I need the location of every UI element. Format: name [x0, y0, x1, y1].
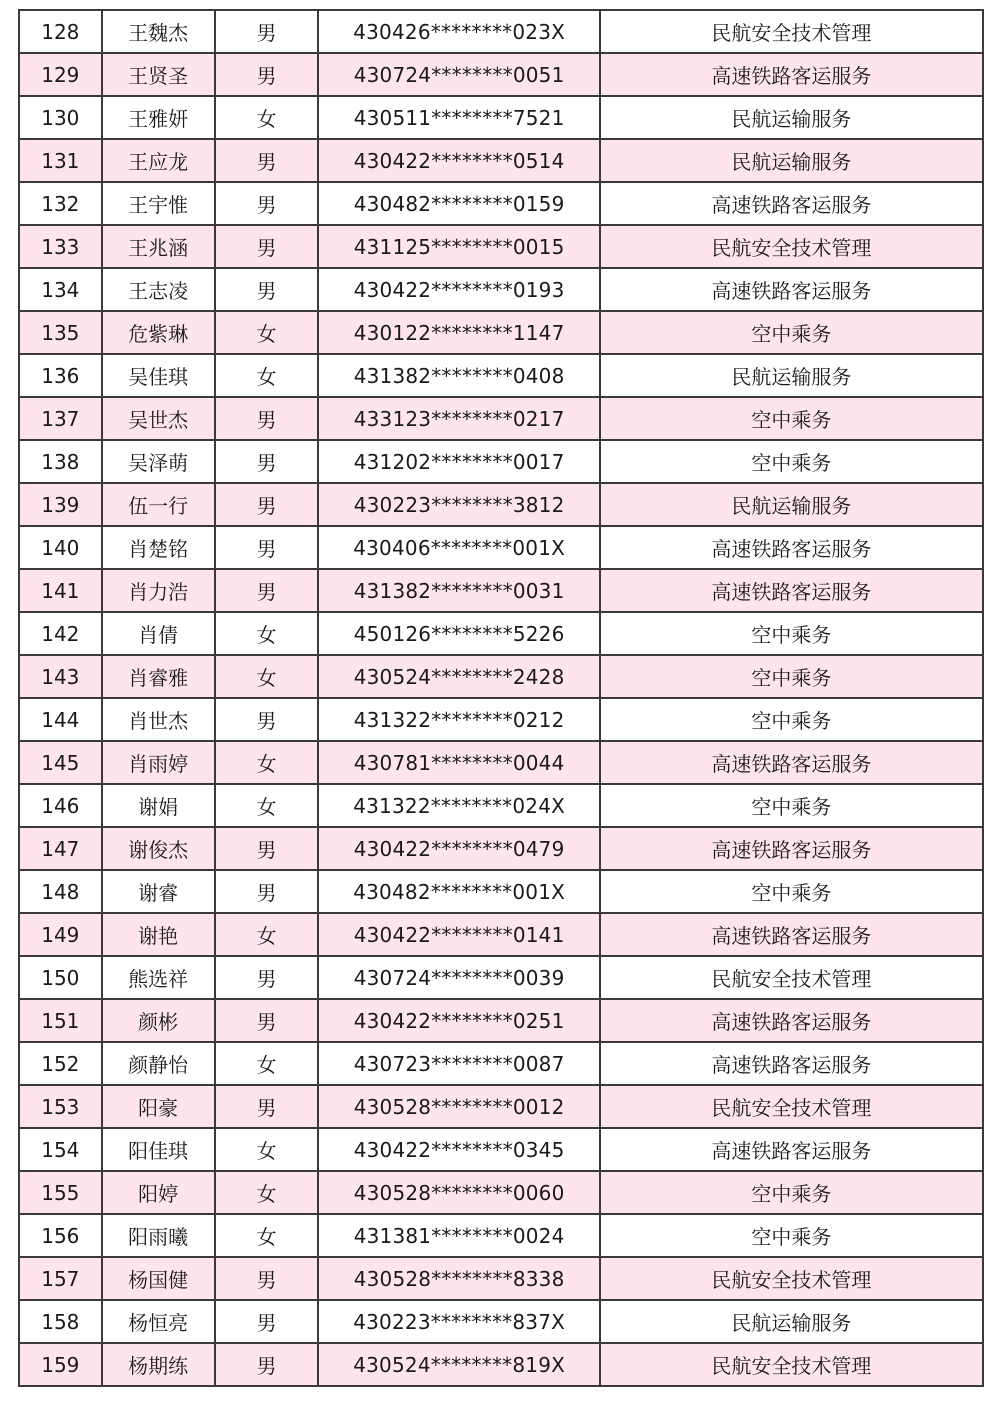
- row-number: 144: [19, 698, 102, 741]
- major-name: 民航安全技术管理: [600, 1343, 983, 1386]
- table-row: [19, 1171, 983, 1214]
- row-number: 139: [19, 483, 102, 526]
- id-number: 430223********837X: [318, 1300, 599, 1343]
- id-number: 430223********3812: [318, 483, 599, 526]
- table-row: [19, 182, 983, 225]
- major-name: 高速铁路客运服务: [600, 526, 983, 569]
- major-name: 高速铁路客运服务: [600, 1042, 983, 1085]
- id-number: 430426********023X: [318, 10, 599, 53]
- student-name: 阳佳琪: [102, 1128, 215, 1171]
- major-name: 高速铁路客运服务: [600, 182, 983, 225]
- student-name: 阳豪: [102, 1085, 215, 1128]
- row-number: 151: [19, 999, 102, 1042]
- table-row: [19, 569, 983, 612]
- major-name: 空中乘务: [600, 1214, 983, 1257]
- table-row: [19, 698, 983, 741]
- major-name: 空中乘务: [600, 784, 983, 827]
- student-name: 肖雨婷: [102, 741, 215, 784]
- student-name: 伍一行: [102, 483, 215, 526]
- id-number: 431381********0024: [318, 1214, 599, 1257]
- id-number: 430524********819X: [318, 1343, 599, 1386]
- student-name: 王贤圣: [102, 53, 215, 96]
- table-row: [19, 1343, 983, 1386]
- student-gender: 男: [215, 53, 319, 96]
- table-row: [19, 913, 983, 956]
- id-number: 430422********0193: [318, 268, 599, 311]
- student-gender: 男: [215, 1300, 319, 1343]
- row-number: 148: [19, 870, 102, 913]
- row-number: 159: [19, 1343, 102, 1386]
- major-name: 高速铁路客运服务: [600, 741, 983, 784]
- student-gender: 男: [215, 569, 319, 612]
- major-name: 高速铁路客运服务: [600, 827, 983, 870]
- student-gender: 男: [215, 268, 319, 311]
- major-name: 高速铁路客运服务: [600, 999, 983, 1042]
- id-number: 430528********0012: [318, 1085, 599, 1128]
- student-gender: 女: [215, 741, 319, 784]
- table-row: [19, 53, 983, 96]
- id-number: 431322********0212: [318, 698, 599, 741]
- table-row: [19, 440, 983, 483]
- row-number: 149: [19, 913, 102, 956]
- student-name: 王雅妍: [102, 96, 215, 139]
- student-gender: 男: [215, 956, 319, 999]
- major-name: 空中乘务: [600, 698, 983, 741]
- table-row: [19, 10, 983, 53]
- student-name: 吴泽萌: [102, 440, 215, 483]
- id-number: 430724********0039: [318, 956, 599, 999]
- table-row: [19, 139, 983, 182]
- id-number: 433123********0217: [318, 397, 599, 440]
- table-row: [19, 655, 983, 698]
- id-number: 430422********0514: [318, 139, 599, 182]
- row-number: 136: [19, 354, 102, 397]
- table-row: [19, 1042, 983, 1085]
- row-number: 131: [19, 139, 102, 182]
- student-gender: 男: [215, 827, 319, 870]
- id-number: 430422********0479: [318, 827, 599, 870]
- table-row: [19, 96, 983, 139]
- major-name: 空中乘务: [600, 397, 983, 440]
- table-row: [19, 225, 983, 268]
- major-name: 高速铁路客运服务: [600, 268, 983, 311]
- student-name: 吴佳琪: [102, 354, 215, 397]
- id-number: 430422********0251: [318, 999, 599, 1042]
- id-number: 431382********0408: [318, 354, 599, 397]
- major-name: 空中乘务: [600, 311, 983, 354]
- row-number: 145: [19, 741, 102, 784]
- student-gender: 男: [215, 870, 319, 913]
- id-number: 431382********0031: [318, 569, 599, 612]
- student-name: 王志凌: [102, 268, 215, 311]
- student-gender: 女: [215, 612, 319, 655]
- student-roster-table: [18, 9, 984, 1387]
- student-name: 肖世杰: [102, 698, 215, 741]
- id-number: 430724********0051: [318, 53, 599, 96]
- major-name: 民航运输服务: [600, 96, 983, 139]
- student-gender: 男: [215, 10, 319, 53]
- table-row: [19, 354, 983, 397]
- table-row: [19, 397, 983, 440]
- student-gender: 女: [215, 1171, 319, 1214]
- row-number: 154: [19, 1128, 102, 1171]
- student-name: 阳雨曦: [102, 1214, 215, 1257]
- student-name: 肖力浩: [102, 569, 215, 612]
- student-gender: 女: [215, 1128, 319, 1171]
- major-name: 空中乘务: [600, 612, 983, 655]
- major-name: 民航安全技术管理: [600, 1257, 983, 1300]
- student-name: 吴世杰: [102, 397, 215, 440]
- table-row: [19, 1300, 983, 1343]
- student-gender: 女: [215, 311, 319, 354]
- row-number: 147: [19, 827, 102, 870]
- table-row: [19, 956, 983, 999]
- row-number: 153: [19, 1085, 102, 1128]
- student-name: 危紫琳: [102, 311, 215, 354]
- id-number: 430528********0060: [318, 1171, 599, 1214]
- student-gender: 男: [215, 397, 319, 440]
- row-number: 130: [19, 96, 102, 139]
- student-name: 王魏杰: [102, 10, 215, 53]
- table-row: [19, 741, 983, 784]
- student-gender: 男: [215, 526, 319, 569]
- row-number: 157: [19, 1257, 102, 1300]
- row-number: 138: [19, 440, 102, 483]
- major-name: 空中乘务: [600, 655, 983, 698]
- id-number: 430781********0044: [318, 741, 599, 784]
- id-number: 430122********1147: [318, 311, 599, 354]
- id-number: 430511********7521: [318, 96, 599, 139]
- student-gender: 女: [215, 96, 319, 139]
- student-gender: 男: [215, 1257, 319, 1300]
- student-gender: 男: [215, 698, 319, 741]
- major-name: 民航安全技术管理: [600, 10, 983, 53]
- row-number: 155: [19, 1171, 102, 1214]
- row-number: 141: [19, 569, 102, 612]
- student-name: 颜静怡: [102, 1042, 215, 1085]
- table-row: [19, 268, 983, 311]
- row-number: 143: [19, 655, 102, 698]
- student-gender: 男: [215, 139, 319, 182]
- student-gender: 女: [215, 1214, 319, 1257]
- major-name: 高速铁路客运服务: [600, 569, 983, 612]
- major-name: 高速铁路客运服务: [600, 1128, 983, 1171]
- table-row: [19, 870, 983, 913]
- student-name: 杨恒亮: [102, 1300, 215, 1343]
- id-number: 431125********0015: [318, 225, 599, 268]
- row-number: 137: [19, 397, 102, 440]
- row-number: 135: [19, 311, 102, 354]
- student-name: 肖楚铭: [102, 526, 215, 569]
- id-number: 430524********2428: [318, 655, 599, 698]
- major-name: 民航运输服务: [600, 1300, 983, 1343]
- id-number: 430482********001X: [318, 870, 599, 913]
- student-gender: 男: [215, 440, 319, 483]
- row-number: 142: [19, 612, 102, 655]
- row-number: 156: [19, 1214, 102, 1257]
- id-number: 430723********0087: [318, 1042, 599, 1085]
- major-name: 空中乘务: [600, 1171, 983, 1214]
- row-number: 150: [19, 956, 102, 999]
- major-name: 空中乘务: [600, 870, 983, 913]
- row-number: 146: [19, 784, 102, 827]
- id-number: 430528********8338: [318, 1257, 599, 1300]
- roster-body: [19, 10, 983, 1386]
- table-row: [19, 1257, 983, 1300]
- student-gender: 男: [215, 182, 319, 225]
- student-name: 杨国健: [102, 1257, 215, 1300]
- major-name: 空中乘务: [600, 440, 983, 483]
- major-name: 民航安全技术管理: [600, 225, 983, 268]
- student-name: 王宇惟: [102, 182, 215, 225]
- major-name: 高速铁路客运服务: [600, 53, 983, 96]
- student-name: 谢俊杰: [102, 827, 215, 870]
- student-name: 阳婷: [102, 1171, 215, 1214]
- student-name: 谢娟: [102, 784, 215, 827]
- major-name: 高速铁路客运服务: [600, 913, 983, 956]
- student-name: 王应龙: [102, 139, 215, 182]
- id-number: 430482********0159: [318, 182, 599, 225]
- id-number: 431202********0017: [318, 440, 599, 483]
- student-gender: 男: [215, 1343, 319, 1386]
- student-name: 谢艳: [102, 913, 215, 956]
- major-name: 民航运输服务: [600, 354, 983, 397]
- id-number: 430422********0141: [318, 913, 599, 956]
- row-number: 152: [19, 1042, 102, 1085]
- student-gender: 女: [215, 655, 319, 698]
- id-number: 431322********024X: [318, 784, 599, 827]
- table-row: [19, 1128, 983, 1171]
- id-number: 430406********001X: [318, 526, 599, 569]
- id-number: 430422********0345: [318, 1128, 599, 1171]
- student-gender: 男: [215, 1085, 319, 1128]
- row-number: 129: [19, 53, 102, 96]
- major-name: 民航运输服务: [600, 139, 983, 182]
- table-row: [19, 612, 983, 655]
- student-gender: 男: [215, 483, 319, 526]
- table-row: [19, 311, 983, 354]
- table-row: [19, 999, 983, 1042]
- student-name: 谢睿: [102, 870, 215, 913]
- student-name: 王兆涵: [102, 225, 215, 268]
- row-number: 128: [19, 10, 102, 53]
- table-row: [19, 827, 983, 870]
- student-gender: 女: [215, 913, 319, 956]
- student-gender: 女: [215, 784, 319, 827]
- major-name: 民航安全技术管理: [600, 1085, 983, 1128]
- major-name: 民航运输服务: [600, 483, 983, 526]
- row-number: 133: [19, 225, 102, 268]
- student-name: 颜彬: [102, 999, 215, 1042]
- student-gender: 男: [215, 999, 319, 1042]
- student-gender: 男: [215, 225, 319, 268]
- row-number: 158: [19, 1300, 102, 1343]
- student-name: 肖睿雅: [102, 655, 215, 698]
- table-row: [19, 1085, 983, 1128]
- row-number: 134: [19, 268, 102, 311]
- student-name: 肖倩: [102, 612, 215, 655]
- student-gender: 女: [215, 354, 319, 397]
- student-gender: 女: [215, 1042, 319, 1085]
- student-name: 熊选祥: [102, 956, 215, 999]
- row-number: 132: [19, 182, 102, 225]
- major-name: 民航安全技术管理: [600, 956, 983, 999]
- student-name: 杨期练: [102, 1343, 215, 1386]
- row-number: 140: [19, 526, 102, 569]
- table-row: [19, 784, 983, 827]
- table-row: [19, 483, 983, 526]
- table-row: [19, 526, 983, 569]
- table-row: [19, 1214, 983, 1257]
- id-number: 450126********5226: [318, 612, 599, 655]
